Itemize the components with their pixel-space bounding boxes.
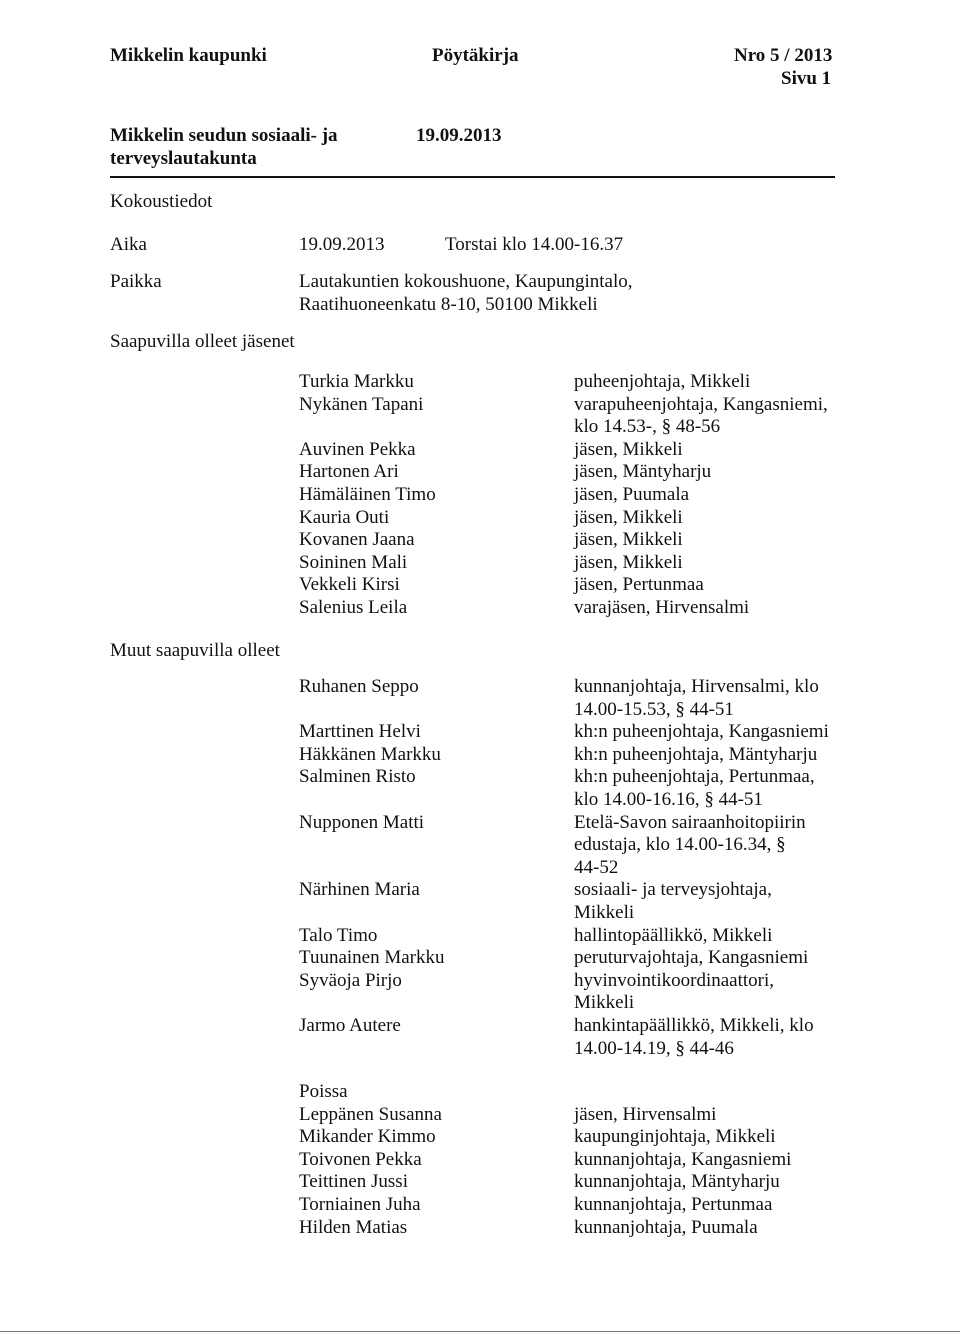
members-roles	[574, 371, 828, 620]
absent-role: kunnanjohtaja, Puumala	[574, 1216, 758, 1238]
committee-name-line2: terveyslautakunta	[110, 148, 257, 169]
page-number: Sivu 1	[781, 68, 832, 89]
other-role: 14.00-15.53, § 44-51	[574, 698, 734, 720]
other-name: Talo Timo	[299, 924, 378, 946]
absent-name: Teittinen Jussi	[299, 1171, 408, 1193]
absent-role: jäsen, Hirvensalmi	[574, 1103, 717, 1125]
header-rule	[110, 176, 835, 178]
member-name: Kauria Outi	[299, 506, 390, 528]
member-role: varapuheenjohtaja, Kangasniemi,	[574, 393, 828, 415]
absent-roles	[574, 1081, 791, 1239]
other-role: 14.00-14.19, § 44-46	[574, 1037, 734, 1059]
members-label: Saapuvilla olleet jäsenet	[110, 331, 295, 352]
other-name: Syväoja Pirjo	[299, 969, 402, 991]
meeting-date: 19.09.2013	[299, 234, 385, 255]
other-role: kh:n puheenjohtaja, Pertunmaa,	[574, 766, 815, 788]
other-name: Salminen Risto	[299, 766, 416, 788]
other-role: sosiaali- ja terveysjohtaja,	[574, 879, 772, 901]
place-line2: Raatihuoneenkatu 8-10, 50100 Mikkeli	[299, 294, 598, 315]
other-name: Tuunainen Markku	[299, 947, 445, 969]
other-role: klo 14.00-16.16, § 44-51	[574, 788, 763, 810]
other-name: Nupponen Matti	[299, 811, 425, 833]
absent-label: Poissa	[299, 1081, 348, 1102]
member-role: jäsen, Puumala	[574, 483, 690, 505]
time-label: Aika	[110, 234, 147, 255]
member-role: jäsen, Mikkeli	[574, 438, 683, 460]
member-name: Vekkeli Kirsi	[299, 574, 400, 596]
absent-name: Hilden Matias	[299, 1216, 408, 1238]
other-role: kunnanjohtaja, Hirvensalmi, klo	[574, 676, 819, 697]
absent-names	[299, 1081, 442, 1239]
member-name: Hämäläinen Timo	[299, 483, 436, 505]
other-name: Ruhanen Seppo	[299, 676, 419, 697]
other-role: hyvinvointikoordinaattori,	[574, 969, 775, 991]
member-name: Salenius Leila	[299, 596, 408, 618]
header-date: 19.09.2013	[416, 125, 502, 146]
other-name: Jarmo Autere	[299, 1014, 401, 1036]
other-role: kh:n puheenjohtaja, Kangasniemi	[574, 721, 829, 743]
other-name: Häkkänen Markku	[299, 743, 441, 765]
absent-role: kunnanjohtaja, Pertunmaa	[574, 1193, 773, 1215]
absent-name: Toivonen Pekka	[299, 1148, 422, 1170]
other-role: hankintapäällikkö, Mikkeli, klo	[574, 1014, 814, 1036]
member-name: Kovanen Jaana	[299, 529, 415, 551]
others-roles	[574, 676, 829, 1060]
absent-role: kunnanjohtaja, Mäntyharju	[574, 1171, 780, 1193]
member-name: Turkia Markku	[299, 371, 414, 392]
other-role: Etelä-Savon sairaanhoitopiirin	[574, 811, 806, 833]
other-name: Marttinen Helvi	[299, 721, 421, 743]
others-names	[299, 676, 445, 1038]
organization-name: Mikkelin kaupunki	[110, 45, 267, 66]
other-role: Mikkeli	[574, 901, 635, 923]
member-role: jäsen, Mikkeli	[574, 506, 683, 528]
other-role: edustaja, klo 14.00-16.34, §	[574, 834, 786, 856]
other-name: Närhinen Maria	[299, 879, 420, 901]
section-title-kokoustiedot: Kokoustiedot	[110, 191, 213, 212]
member-role: jäsen, Mäntyharju	[574, 461, 712, 483]
absent-name: Leppänen Susanna	[299, 1103, 442, 1125]
absent-role: kunnanjohtaja, Kangasniemi	[574, 1148, 792, 1170]
absent-role: kaupunginjohtaja, Mikkeli	[574, 1126, 776, 1148]
member-role: jäsen, Pertunmaa	[574, 574, 704, 596]
document-number: Nro 5 / 2013	[734, 45, 833, 66]
member-name: Nykänen Tapani	[299, 393, 424, 415]
member-role: puheenjohtaja, Mikkeli	[574, 371, 751, 392]
place-label: Paikka	[110, 271, 162, 292]
other-role: kh:n puheenjohtaja, Mäntyharju	[574, 743, 818, 765]
other-role: peruturvajohtaja, Kangasniemi	[574, 947, 809, 969]
others-label: Muut saapuvilla olleet	[110, 640, 280, 661]
document-type: Pöytäkirja	[432, 45, 519, 66]
members-names	[299, 371, 436, 620]
other-role: 44-52	[574, 856, 619, 878]
absent-name: Torniainen Juha	[299, 1193, 421, 1215]
member-name: Soininen Mali	[299, 551, 408, 573]
other-role: Mikkeli	[574, 992, 635, 1014]
committee-name-line1: Mikkelin seudun sosiaali- ja	[110, 125, 338, 146]
member-name: Auvinen Pekka	[299, 438, 416, 460]
member-role: jäsen, Mikkeli	[574, 529, 683, 551]
member-role: jäsen, Mikkeli	[574, 551, 683, 573]
place-line1: Lautakuntien kokoushuone, Kaupungintalo,	[299, 271, 633, 292]
member-name: Hartonen Ari	[299, 461, 399, 483]
member-role: klo 14.53-, § 48-56	[574, 416, 721, 438]
meeting-day-time: Torstai klo 14.00-16.37	[445, 234, 624, 255]
page-bottom-rule	[0, 1331, 960, 1332]
absent-name: Mikander Kimmo	[299, 1126, 436, 1148]
other-role: hallintopäällikkö, Mikkeli	[574, 924, 773, 946]
member-role: varajäsen, Hirvensalmi	[574, 596, 750, 618]
